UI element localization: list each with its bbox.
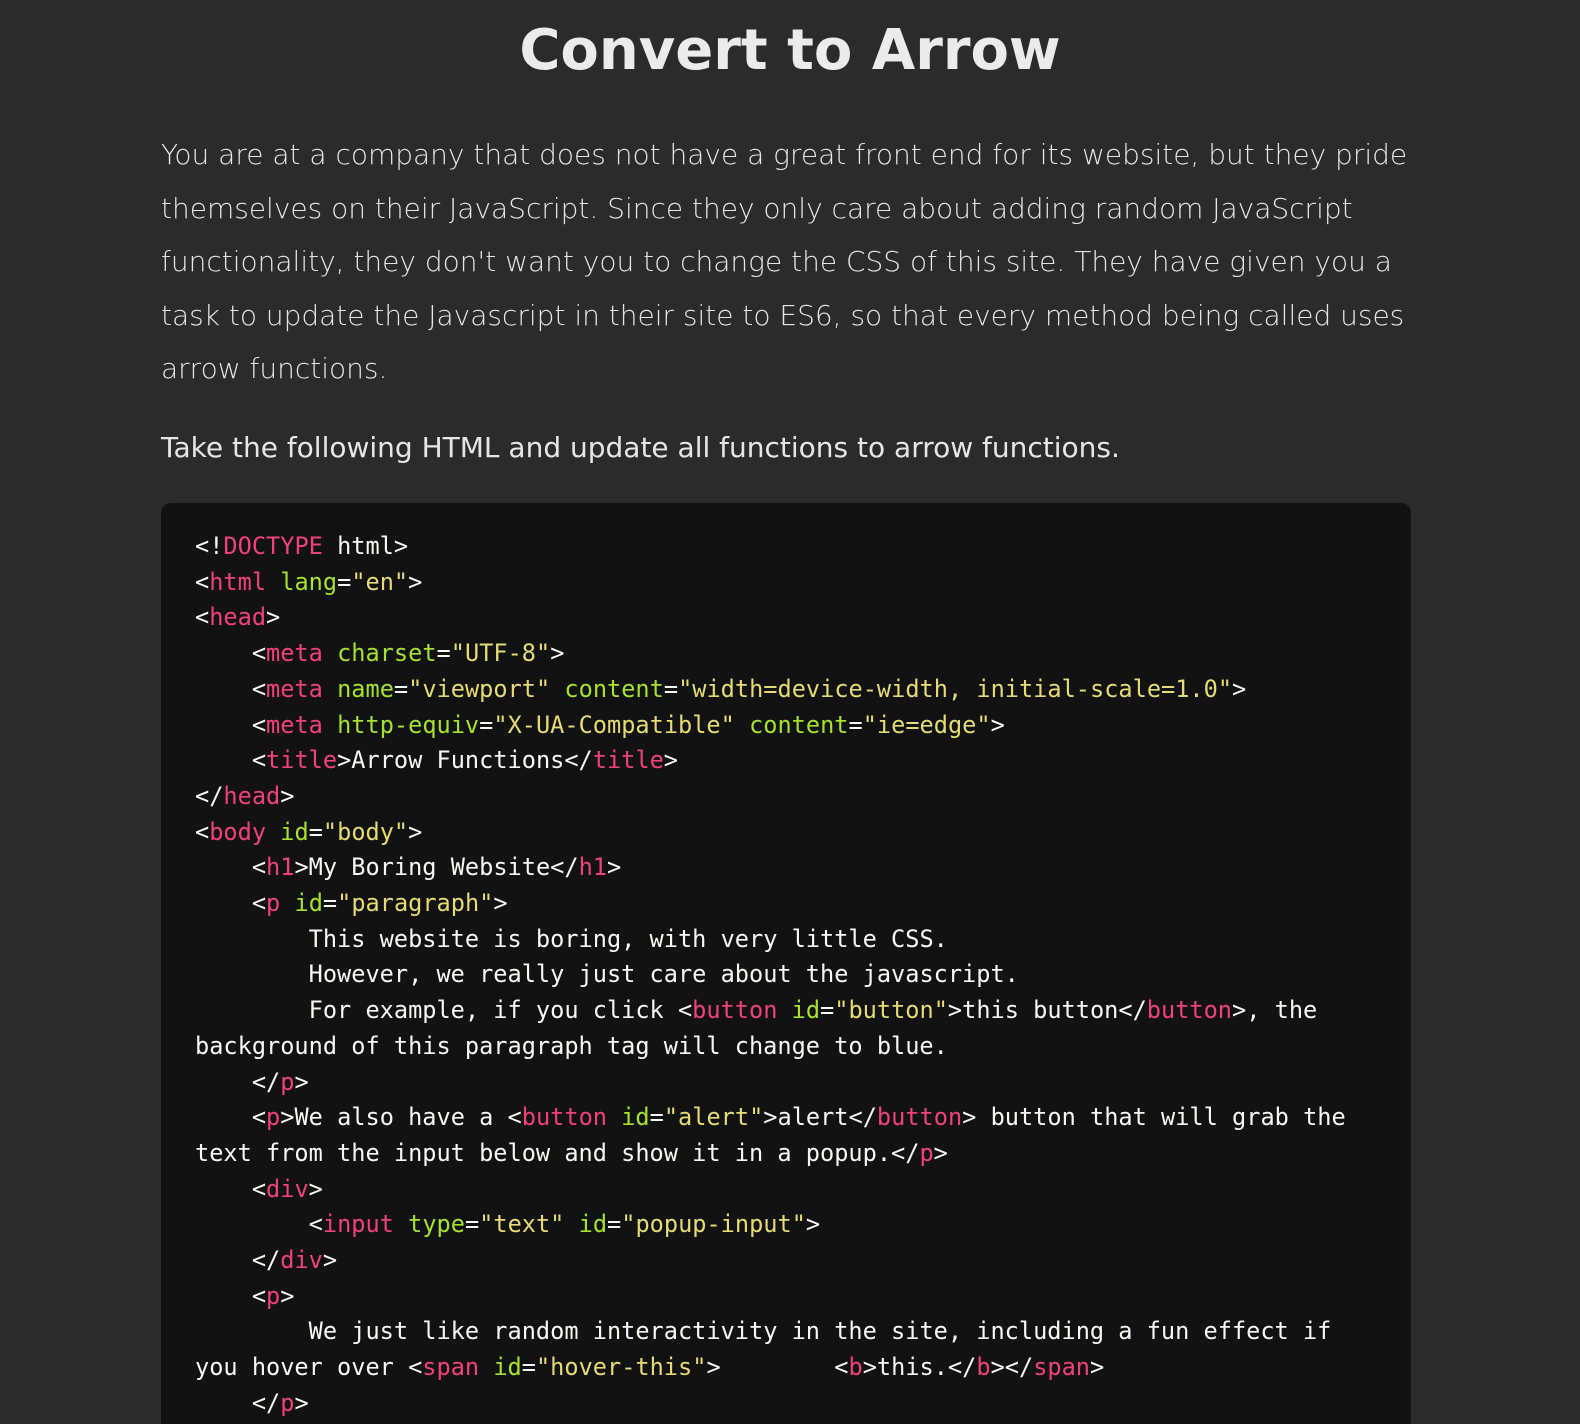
- code-tag-name: meta: [266, 674, 323, 703]
- code-line: [195, 886, 1377, 922]
- code-string: "X-UA-Compatible": [493, 710, 735, 739]
- code-tag-name: input: [322, 1210, 394, 1239]
- code-tag-name: head: [223, 781, 281, 810]
- code-line: [195, 1314, 1377, 1385]
- code-attribute: name: [337, 674, 394, 703]
- code-text: >: [805, 1210, 821, 1239]
- code-line: [195, 815, 1377, 851]
- code-text: =: [337, 567, 352, 596]
- code-text: </: [195, 1388, 281, 1417]
- code-text: This website is boring, with very little CSS.: [195, 924, 948, 953]
- code-line: [195, 957, 1377, 993]
- code-text: >: [308, 1174, 323, 1203]
- code-tag-name: b: [976, 1353, 991, 1382]
- code-text: >We also have a <: [280, 1103, 522, 1132]
- code-tag-name: html: [209, 567, 267, 596]
- code-text: <: [195, 1210, 323, 1239]
- code-line: [195, 1065, 1377, 1101]
- code-text: <: [195, 674, 267, 703]
- code-tag-name: meta: [266, 710, 323, 739]
- code-text: [550, 675, 564, 703]
- instruction-paragraph: Take the following HTML and update all functions to arrow functions.: [161, 431, 1120, 464]
- code-text: However, we really just care about the javascript.: [195, 960, 1019, 989]
- code-text: <: [195, 567, 210, 596]
- code-text: >, the background of this paragraph tag will change to blue.: [195, 996, 1332, 1060]
- code-line: [195, 1172, 1377, 1208]
- code-tag-name: p: [266, 889, 281, 918]
- code-text: >: [280, 781, 295, 810]
- code-text: =: [848, 710, 863, 739]
- code-string: "viewport": [408, 674, 551, 703]
- code-text: =: [393, 674, 409, 703]
- code-text: >: [294, 1388, 309, 1417]
- code-string: "ie=edge": [862, 710, 991, 739]
- code-line: [195, 1279, 1377, 1315]
- code-tag-name: b: [848, 1353, 863, 1382]
- code-tag-name: button: [1146, 996, 1233, 1025]
- code-listing: [195, 529, 1377, 1422]
- code-attribute: id: [493, 1353, 522, 1382]
- code-text: </: [195, 781, 224, 810]
- code-text: <: [195, 1281, 267, 1310]
- code-line: [195, 743, 1377, 779]
- code-text: <: [195, 1103, 267, 1132]
- code-tag-name: span: [422, 1353, 480, 1382]
- code-text: >: [408, 567, 423, 596]
- code-text: =: [649, 1103, 664, 1132]
- code-text: >: [933, 1138, 948, 1167]
- code-line: [195, 779, 1377, 815]
- code-tag-name: p: [266, 1281, 281, 1310]
- code-text: >: [266, 603, 281, 632]
- code-text: =: [308, 817, 323, 846]
- code-text: [266, 818, 280, 846]
- code-text: <: [195, 603, 210, 632]
- code-line: [195, 1207, 1377, 1243]
- code-text: [323, 639, 337, 667]
- code-tag-name: head: [209, 603, 267, 632]
- code-text: For example, if you click <: [195, 996, 693, 1025]
- code-tag-name: meta: [266, 639, 323, 668]
- code-tag-name: title: [592, 746, 664, 775]
- code-text: </: [195, 1246, 281, 1275]
- code-attribute: content: [749, 710, 849, 739]
- code-text: >alert</: [763, 1103, 877, 1132]
- code-text: >: [408, 817, 423, 846]
- code-tag-name: button: [692, 996, 778, 1025]
- intro-paragraph: You are at a company that does not have a great front end for its website, but they pride themselves on their JavaScript. Since they only care about adding random JavaScript functionality, they don't want you to change the CSS of this site. They have given you a task to update the Javascript in their site to ES6, so that every method being called uses arrow functions.: [161, 138, 1408, 385]
- code-text: [266, 568, 280, 596]
- code-tag-name: div: [280, 1246, 323, 1275]
- code-text: >My Boring Website</: [294, 853, 579, 882]
- code-text: <: [195, 639, 267, 668]
- code-attribute: content: [564, 674, 664, 703]
- code-text: <: [195, 853, 267, 882]
- code-text: >: [322, 1246, 338, 1275]
- code-text: <: [195, 889, 267, 918]
- code-text: <: [195, 817, 210, 846]
- code-text: >: [1090, 1353, 1105, 1382]
- code-line: [195, 1100, 1377, 1171]
- code-string: "en": [351, 567, 409, 596]
- code-text: =: [521, 1353, 536, 1382]
- code-attribute: id: [791, 996, 821, 1025]
- code-attribute: id: [578, 1210, 608, 1239]
- code-tag-name: body: [209, 817, 267, 846]
- code-text: >Arrow Functions</: [337, 746, 593, 775]
- code-string: "button": [834, 996, 948, 1025]
- code-line: [195, 1243, 1377, 1279]
- code-attribute: id: [621, 1103, 650, 1132]
- code-text: =: [479, 710, 494, 739]
- code-tag-name: p: [919, 1138, 934, 1167]
- code-text: [394, 1210, 408, 1238]
- code-text: <: [195, 1174, 267, 1203]
- code-line: [195, 600, 1377, 636]
- code-text: >: [294, 1067, 309, 1096]
- code-tag-name: p: [280, 1067, 295, 1096]
- code-line: [195, 993, 1377, 1064]
- code-text: =: [436, 639, 451, 668]
- code-text: We just like random interactivity in the site, including a fun effect if you hover over <: [195, 1317, 1346, 1382]
- code-text: [564, 1210, 578, 1238]
- code-text: >: [990, 710, 1005, 739]
- code-string: "paragraph": [337, 889, 494, 918]
- code-text: >: [663, 746, 679, 775]
- code-text: =: [322, 889, 338, 918]
- code-text: <: [195, 746, 267, 775]
- code-text: html>: [322, 532, 409, 560]
- code-text: <!: [195, 532, 224, 560]
- code-tag-name: title: [266, 746, 338, 775]
- code-tag-name: span: [1033, 1353, 1091, 1382]
- code-line: [195, 529, 1377, 565]
- code-line: [195, 636, 1377, 672]
- code-text: > <: [706, 1353, 849, 1382]
- code-text: [607, 1103, 621, 1131]
- code-tag-name: h1: [266, 853, 295, 882]
- code-block: [161, 503, 1411, 1424]
- code-text: [777, 996, 791, 1024]
- code-text: >: [280, 1281, 295, 1310]
- code-tag-name: button: [521, 1103, 607, 1132]
- code-text: [323, 711, 337, 739]
- code-attribute: lang: [280, 567, 338, 596]
- code-line: [195, 565, 1377, 601]
- code-tag-name: p: [280, 1388, 295, 1417]
- code-attribute: id: [294, 889, 323, 918]
- code-text: > button that will grab the text from the input below and show it in a popup.</: [195, 1103, 1360, 1167]
- code-line: [195, 672, 1377, 708]
- code-text: =: [663, 674, 679, 703]
- code-tag-name: DOCTYPE: [223, 532, 323, 560]
- code-attribute: charset: [337, 639, 437, 668]
- code-line: [195, 922, 1377, 958]
- code-tag-name: h1: [578, 853, 607, 882]
- code-attribute: id: [280, 817, 309, 846]
- code-text: >this button</: [947, 996, 1147, 1025]
- code-string: "text": [479, 1210, 565, 1239]
- code-text: >this.</: [862, 1353, 977, 1382]
- code-text: >: [550, 639, 565, 668]
- code-string: "UTF-8": [450, 639, 551, 668]
- code-text: </: [195, 1067, 281, 1096]
- code-attribute: type: [408, 1210, 465, 1239]
- code-text: [323, 675, 337, 703]
- code-string: "alert": [663, 1103, 764, 1132]
- code-text: [280, 889, 294, 917]
- code-string: "hover-this": [535, 1353, 707, 1382]
- code-text: =: [820, 996, 835, 1025]
- code-tag-name: button: [876, 1103, 963, 1132]
- code-string: "width=device-width, initial-scale=1.0": [678, 674, 1233, 703]
- code-string: "body": [322, 817, 409, 846]
- code-text: >: [606, 853, 622, 882]
- code-line: [195, 1386, 1377, 1422]
- code-text: >: [493, 889, 508, 918]
- code-attribute: http-equiv: [337, 710, 480, 739]
- code-line: [195, 708, 1377, 744]
- code-text: >: [1232, 674, 1247, 703]
- code-text: =: [464, 1210, 480, 1239]
- code-tag-name: p: [266, 1103, 281, 1132]
- code-text: ></: [990, 1353, 1034, 1382]
- code-line: [195, 850, 1377, 886]
- page-title: Convert to Arrow: [519, 18, 1061, 83]
- code-text: =: [607, 1210, 622, 1239]
- code-text: <: [195, 710, 267, 739]
- code-string: "popup-input": [621, 1210, 806, 1239]
- code-text: [479, 1353, 493, 1381]
- code-tag-name: div: [266, 1174, 309, 1203]
- code-text: [735, 711, 749, 739]
